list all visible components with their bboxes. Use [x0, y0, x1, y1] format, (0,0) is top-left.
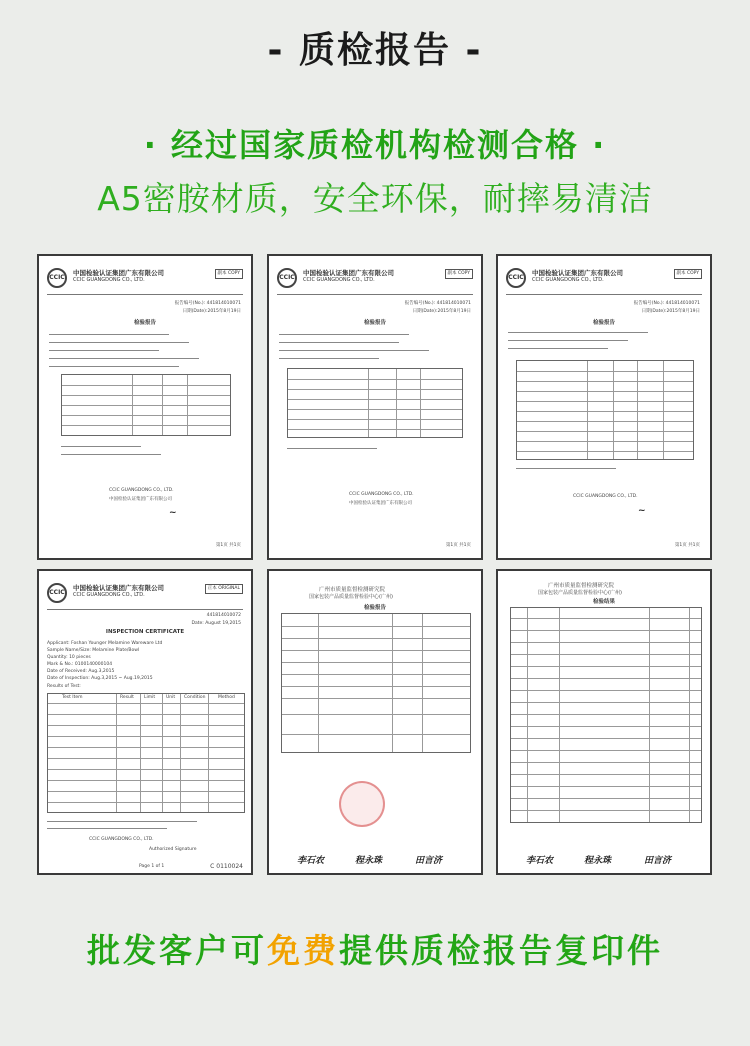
report-image-6[interactable]: [496, 569, 712, 875]
date-inspection: Date of Inspection: Aug.3,2015 ~ Aug.19,2015: [47, 676, 153, 681]
page-number: 第1页 共1页: [674, 543, 700, 548]
col-limit: Limit: [144, 695, 156, 700]
serial-number: C 0110024: [210, 863, 243, 870]
quantity: Quantity: 10 pieces: [47, 655, 91, 660]
report-title: 检验结果: [592, 599, 615, 605]
report-title: 检验报告: [592, 320, 615, 326]
authorized-signature: Authorized Signature: [149, 847, 197, 852]
org-name-en: CCIC GUANGDONG CO., LTD.: [73, 592, 145, 598]
col-method: Method: [218, 695, 235, 700]
footer-org: CCIC GUANGDONG CO., LTD.: [573, 494, 638, 499]
report-image-3[interactable]: [496, 254, 712, 560]
free-highlight: 免费: [267, 931, 339, 970]
notice-part-2: 提供质检报告复印件: [339, 931, 663, 970]
sample-name: Sample Name/Size: Melamine Plate/Bowl: [47, 648, 140, 653]
material-description: A5密胺材质，安全环保，耐摔易清洁: [97, 179, 653, 218]
report-title: 检验报告: [363, 605, 386, 611]
org-name: 广州市质量监督检测研究院: [548, 583, 615, 589]
report-date: 日期(Date):2015年8月19日: [412, 309, 471, 314]
ccic-logo-icon: CCIC: [506, 268, 526, 288]
ccic-logo-icon: CCIC: [47, 583, 67, 603]
certificate-number: 441814010072: [206, 613, 241, 618]
signature-3: 田言济: [644, 856, 672, 866]
footer-org-cn: 中国检验认证集团广东有限公司: [109, 497, 172, 502]
report-number: 报告编号(No.): 441814010071: [174, 301, 241, 306]
org-name-en: CCIC GUANGDONG CO., LTD.: [532, 277, 604, 283]
signature-2: 程永珠: [355, 856, 383, 866]
signature: ~: [638, 506, 646, 516]
report-number: 报告编号(No.): 441814010071: [404, 301, 471, 306]
original-stamp: 正本 ORIGINAL: [205, 584, 243, 594]
footer-org: CCIC GUANGDONG CO., LTD.: [109, 488, 174, 493]
mark-number: Mark & No.: 0100140000104: [47, 662, 113, 667]
report-image-1[interactable]: [37, 254, 253, 560]
footer-org: CCIC GUANGDONG CO., LTD.: [349, 492, 414, 497]
col-result: Result: [120, 695, 134, 700]
report-title: 检验报告: [363, 320, 386, 326]
page-title: - 质检报告 -: [267, 30, 483, 71]
report-date: 日期(Date):2015年8月19日: [641, 309, 700, 314]
page-number: 第1页 共1页: [215, 543, 241, 548]
signature-2: 程永珠: [584, 856, 612, 866]
col-unit: Unit: [166, 695, 176, 700]
page-number: 第1页 共1页: [445, 543, 471, 548]
copy-stamp: 副本 COPY: [215, 269, 243, 279]
applicant: Applicant: Foshan Younger Melamine Wareware Ltd: [47, 641, 163, 646]
org-name-en: 国家包装产品质量监督检验中心(广州): [538, 590, 622, 596]
certificate-date: Date: August 19,2015: [191, 621, 241, 626]
red-seal-icon: [339, 781, 385, 827]
signature-1: 李石农: [526, 856, 554, 866]
notice-part-1: 批发客户可: [87, 931, 267, 970]
report-title: 检验报告: [133, 320, 156, 326]
wholesale-notice: [0, 925, 750, 972]
report-number: 报告编号(No.): 441814010071: [633, 301, 700, 306]
copy-stamp: 副本 COPY: [674, 269, 702, 279]
signature-3: 田言济: [415, 856, 443, 866]
org-name: 中国检验认证集团广东有限公司: [532, 269, 623, 277]
report-image-5[interactable]: [267, 569, 483, 875]
report-grid: [37, 254, 713, 880]
org-name: 中国检验认证集团广东有限公司: [73, 584, 164, 592]
page-number: Page 1 of 1: [139, 864, 165, 869]
col-condition: Condition: [184, 695, 206, 700]
org-name-en: 国家包装产品质量监督检验中心(广州): [309, 594, 393, 600]
certification-headline: · 经过国家质检机构检测合格 ·: [143, 126, 607, 164]
signature-1: 李石农: [297, 856, 325, 866]
copy-stamp: 副本 COPY: [445, 269, 473, 279]
report-header: [47, 266, 243, 292]
date-received: Date of Received: Aug.3,2015: [47, 669, 115, 674]
org-name-en: CCIC GUANGDONG CO., LTD.: [303, 277, 375, 283]
signature: ~: [169, 508, 177, 518]
ccic-logo-icon: CCIC: [47, 268, 67, 288]
ccic-logo-icon: CCIC: [277, 268, 297, 288]
report-image-2[interactable]: [267, 254, 483, 560]
org-name: 中国检验认证集团广东有限公司: [303, 269, 394, 277]
footer-org: CCIC GUANGDONG CO., LTD.: [89, 837, 154, 842]
results-table: [47, 693, 245, 813]
certificate-title: INSPECTION CERTIFICATE: [105, 629, 185, 635]
report-date: 日期(Date):2015年8月19日: [182, 309, 241, 314]
footer-org-cn: 中国检验认证集团广东有限公司: [349, 501, 412, 506]
org-name: 中国检验认证集团广东有限公司: [73, 269, 164, 277]
results-label: Results of Test:: [47, 684, 81, 689]
report-image-4[interactable]: [37, 569, 253, 875]
org-name-en: CCIC GUANGDONG CO., LTD.: [73, 277, 145, 283]
org-name: 广州市质量监督检测研究院: [319, 587, 386, 593]
col-test-item: Test Item: [62, 695, 83, 700]
